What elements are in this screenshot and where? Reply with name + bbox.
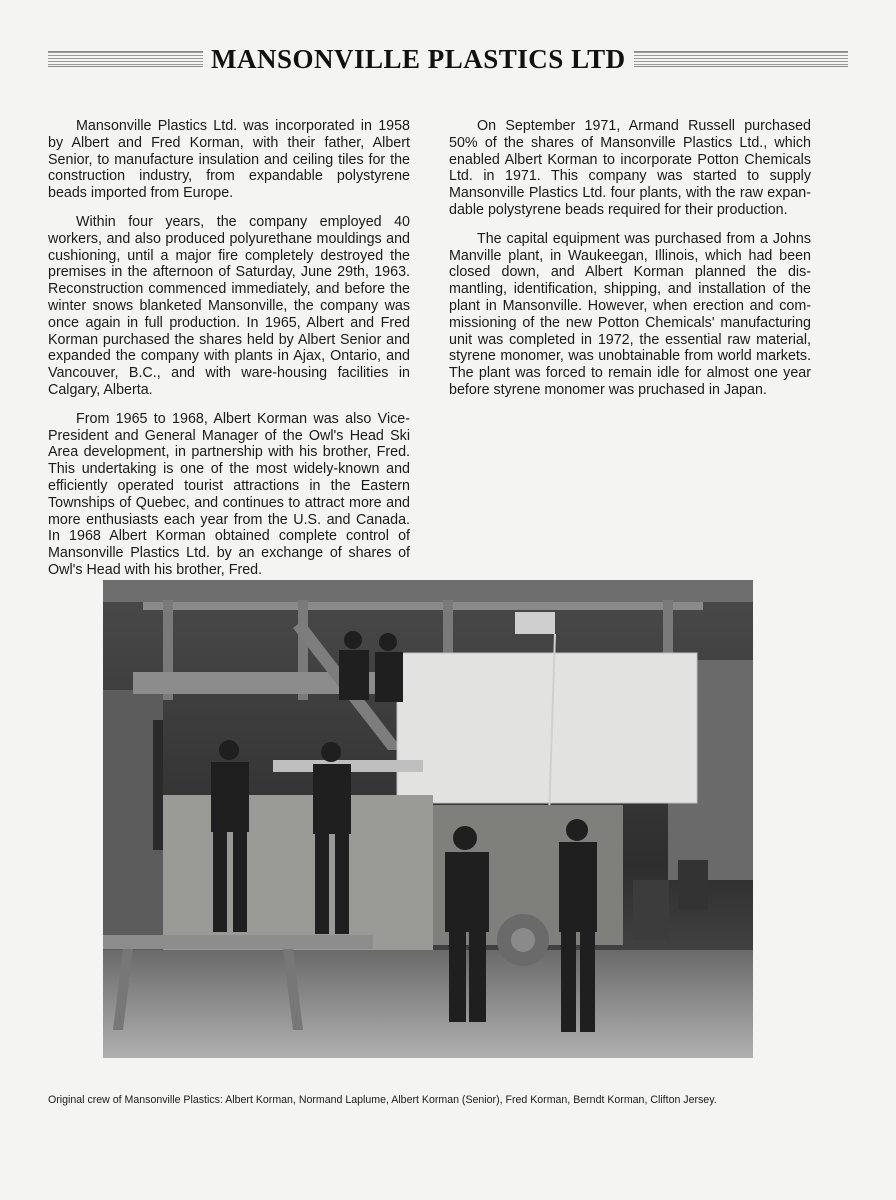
page-title: MANSONVILLE PLASTICS LTD bbox=[211, 43, 626, 74]
paragraph: On September 1971, Armand Russell purchased 50% of the shares of Mansonville Plastics Ltd., which enabled Albert Korman to incorporate Potton Chemicals Ltd. in 1971. This company was started to supply Mansonville Plastics Ltd. four plants, with the raw expan-dable polystyrene beads required for their production. bbox=[449, 118, 811, 218]
left-column bbox=[48, 118, 410, 591]
crew-photo bbox=[103, 580, 753, 1058]
title-rule-left bbox=[48, 51, 203, 67]
title-bar bbox=[48, 44, 848, 74]
right-column bbox=[449, 118, 811, 411]
paragraph: Mansonville Plastics Ltd. was incorporated in 1958 by Albert and Fred Korman, with their father, Albert Senior, to manufacture insulation and ceiling tiles for the construction industry, from expandable polystyrene beads imported from Europe. bbox=[48, 118, 410, 202]
factory-photo-illustration bbox=[103, 580, 753, 1058]
photo-caption: Original crew of Mansonville Plastics: Albert Korman, Normand Laplume, Albert Korman (Senior), Fred Korman, Berndt Korman, Clifton Jersey. bbox=[48, 1094, 717, 1106]
paragraph: The capital equipment was purchased from a Johns Manville plant, in Waukeegan, Illinois, which had been closed down, and Albert Korman planned the dis-mantling, identification, shipping, and installation of the plant in Mansonville. However, when erection and com-missioning of the new Potton Chemicals' manufacturing unit was completed in 1972, the essential raw material, styrene monomer, was unobtainable from world markets. The plant was forced to remain idle for almost one year before styrene monomer was pruchased in Japan. bbox=[449, 230, 811, 398]
title-rule-right bbox=[634, 51, 848, 67]
paragraph: From 1965 to 1968, Albert Korman was also Vice-President and General Manager of the Owl's Head Ski Area development, in partnership with his brother, Fred. This undertaking is one of the most widely-known and efficiently operated tourist attractions in the Eastern Townships of Quebec, and continues to attract more and more enthusiasts each year from the U.S. and Canada. In 1968 Albert Korman obtained complete control of Mansonville Plastics Ltd. by an exchange of shares of Owl's Head with his brother, Fred. bbox=[48, 410, 410, 578]
paragraph: Within four years, the company employed 40 workers, and also produced polyurethane mouldings and cushioning, until a major fire completely destroyed the premises in the afternoon of Saturday, June 29th, 1963. Reconstruction commenced immediately, and before the winter snows blanketed Mansonville, the company was once again in full production. In 1965, Albert and Fred Korman purchased the shares held by Albert Senior and expanded the company with plants in Ajax, Ontario, and Vancouver, B.C., and with ware-housing facilities in Calgary, Alberta. bbox=[48, 213, 410, 398]
